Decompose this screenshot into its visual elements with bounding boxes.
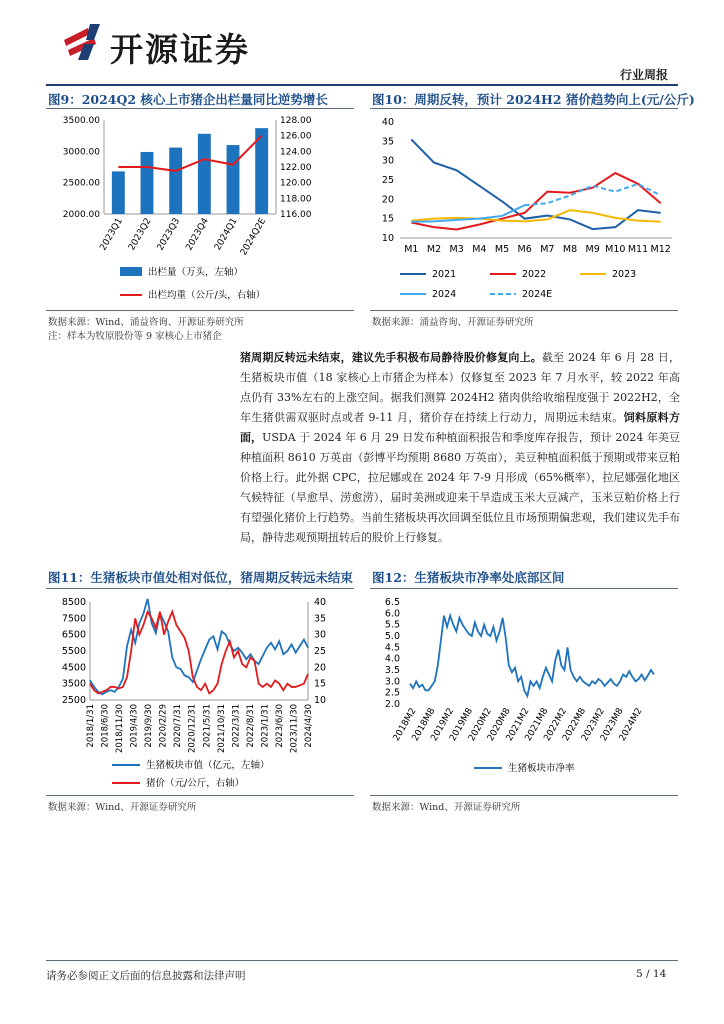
fig11-title-rule (46, 588, 354, 589)
fig11-x-tick: 2023/6/30 (274, 704, 285, 748)
fig9-right-tick: 124.00 (280, 147, 312, 158)
fig11-left-tick: 3500 (61, 678, 86, 690)
fig10-x-tick: M4 (472, 244, 487, 255)
fig10-x-tick: M7 (540, 244, 555, 255)
fig12-y-tick: 2.5 (384, 687, 400, 699)
fig9-right-tick: 126.00 (280, 131, 312, 142)
fig12-x-tick: 2020M8 (485, 706, 513, 744)
fig11-x-tick: 2022/3/31 (231, 704, 242, 748)
fig10-x-tick: M11 (627, 244, 649, 255)
fig11-x-tick: 2018/11/30 (115, 704, 126, 753)
fig10-title-rule (370, 108, 678, 109)
report-type: 行业周报 (619, 68, 668, 82)
fig11-chart (46, 590, 356, 794)
fig9-left-tick: 3000.00 (62, 147, 100, 158)
body-lead2: 饲料原料方面， (240, 411, 680, 444)
fig9-source: 数据来源：Wind、涌益咨询、开源证券研究所 (48, 317, 244, 328)
fig10-legend-label-2024: 2024 (432, 289, 457, 300)
fig9-right-tick: 122.00 (280, 163, 312, 173)
fig9-right-tick: 128.00 (280, 116, 312, 126)
fig11-left-tick: 2500 (61, 695, 86, 706)
fig12-x-tick: 2019M2 (429, 706, 457, 744)
fig10-x-tick: M2 (426, 244, 442, 255)
fig11-x-tick: 2021/5/31 (202, 704, 213, 748)
fig12-legend-label: 生猪板块市净率 (508, 763, 575, 774)
fig12-chart (370, 590, 680, 794)
fig10-y-tick: 20 (381, 194, 394, 206)
fig12-y-tick: 4.5 (384, 642, 400, 654)
fig10-y-tick: 30 (381, 155, 394, 167)
fig12-x-tick: 2022M2 (542, 706, 570, 744)
fig9-right-tick: 120.00 (280, 178, 312, 189)
fig10-legend-label-2022: 2022 (522, 269, 547, 280)
fig10-title: 图10：周期反转，预计 2024H2 猪价趋势向上(元/公斤) (372, 92, 695, 107)
fig12-y-tick: 3.0 (384, 676, 400, 688)
fig10-legend-label-2023: 2023 (612, 269, 637, 280)
fig9-left-tick: 2000.00 (62, 210, 100, 220)
fig11-x-tick: 2020/2/29 (158, 704, 169, 748)
fig11-x-tick: 2022/8/31 (245, 704, 256, 748)
fig9-chart (46, 110, 356, 310)
fig12-x-tick: 2024M2 (617, 706, 645, 744)
fig12-y-tick: 2.0 (384, 699, 400, 710)
body-paragraph (240, 348, 680, 548)
footer-disclaimer: 请务必参阅正文后面的信息披露和法律声明 (46, 970, 246, 982)
fig9-title-rule (46, 108, 354, 109)
fig12-y-tick: 4.0 (384, 653, 400, 665)
fig9-x-tick: 2024Q1 (213, 216, 240, 253)
fig9-bar (112, 171, 125, 214)
fig11-left-tick: 6500 (61, 629, 86, 641)
fig12-x-tick: 2021M8 (523, 706, 551, 744)
fig9-x-tick: 2023Q2 (127, 216, 154, 253)
fig9-bar (227, 145, 240, 214)
fig11-right-tick: 10 (314, 695, 327, 706)
fig9-x-tick: 2023Q4 (184, 216, 211, 253)
fig9-bottom-rule (46, 310, 354, 311)
fig11-legend-label-mktcap: 生猪板块市值（亿元，左轴） (146, 760, 270, 771)
fig10-x-tick: M8 (562, 244, 578, 255)
fig11-x-tick: 2020/12/31 (187, 704, 198, 753)
fig10-x-tick: M10 (605, 244, 626, 255)
body-lead: 猪周期反转远未结束，建议先手积极布局静待股价修复向上。 (240, 351, 542, 364)
fig11-legend-label-price: 猪价（元/公斤，右轴） (146, 778, 245, 789)
brand-logo-icon (60, 20, 106, 62)
fig9-bar (169, 148, 182, 214)
fig12-bottom-rule (370, 795, 678, 796)
header-rule (46, 84, 678, 86)
fig11-left-tick: 7500 (61, 613, 86, 625)
fig10-legend-label-2021: 2021 (432, 269, 457, 280)
fig10-x-tick: M12 (650, 244, 671, 255)
fig12-x-tick: 2023M8 (598, 706, 626, 744)
fig11-left-tick: 5500 (61, 646, 86, 657)
fig10-x-tick: M1 (404, 244, 419, 255)
fig9-x-tick: 2024Q2E (238, 216, 269, 258)
fig11-x-tick: 2020/7/31 (173, 704, 184, 748)
fig12-y-tick: 6.0 (384, 608, 400, 620)
fig12-x-tick: 2020M2 (467, 706, 494, 744)
fig12-x-tick: 2021M2 (504, 706, 532, 744)
fig9-bar (198, 134, 211, 214)
fig12-x-tick: 2019M8 (448, 706, 476, 744)
fig10-legend-label-2024E: 2024E (522, 289, 553, 300)
fig9-title: 图9：2024Q2 核心上市猪企出栏量同比逆势增长 (48, 92, 328, 107)
body-p2: USDA 于 2024 年 6 月 29 日发布种植面积报告和季度库存报告，预计 2024 年美豆种植面积 8610 万英亩（彭博平均预期 8680 万英亩），美豆种植面积低于预期或带来豆粕价格上行。此外据 CPC，拉尼娜或在 2024 年 7-9 月形成（65%概率），拉尼娜强化地区气候特征（旱愈旱、涝愈涝），届时美洲或迎来干旱造成玉米大豆减产，玉米豆粕价格上行有望强化猪价上行趋势。当前生猪板块再次回调至低位且市场预期偏悲观，我们建议先手布局，静待悲观预期扭转后的股价上行修复。 (240, 431, 680, 544)
fig9-x-tick: 2023Q1 (98, 216, 125, 253)
fig11-series-right (90, 612, 308, 694)
fig12-title-rule (370, 588, 678, 589)
fig11-x-tick: 2018/6/30 (100, 704, 111, 748)
fig11-bottom-rule (46, 795, 354, 796)
fig10-y-tick: 10 (381, 233, 394, 244)
fig9-legend-bar-label: 出栏量（万头，左轴） (148, 267, 244, 278)
body-p1: 截至 2024 年 6 月 28 日，生猪板块市值（18 家核心上市猪企为样本）仅修复至 2023 年 7 月水平，较 2022 年高点仍有 33%左右的上涨空间。据我们测算 2024H2 猪肉供给收缩程度强于 2022H2，全年生猪供需双驱时点或者 9-11 月，猪价存在持续上行动力，周期远未结束。 (240, 351, 680, 424)
fig11-left-tick: 8500 (61, 597, 86, 608)
fig11-x-tick: 2018/1/31 (86, 704, 96, 748)
fig12-x-tick: 2018M2 (391, 706, 419, 744)
brand-name: 开源证券 (110, 30, 250, 69)
fig10-y-tick: 35 (381, 136, 394, 148)
fig11-right-tick: 30 (314, 629, 327, 641)
fig9-left-tick: 3500.00 (62, 116, 100, 126)
fig10-x-tick: M6 (517, 244, 532, 255)
fig9-note: 注：样本为牧原股份等 9 家核心上市猪企 (48, 331, 222, 342)
fig11-right-tick: 35 (314, 613, 327, 625)
fig12-title: 图12：生猪板块市净率处底部区间 (372, 570, 565, 585)
fig11-x-tick: 2019/9/30 (144, 704, 155, 748)
fig11-right-tick: 20 (314, 662, 327, 674)
fig12-y-tick: 3.5 (384, 665, 400, 676)
fig12-x-tick: 2022M8 (561, 706, 589, 744)
fig12-y-tick: 6.5 (384, 597, 400, 608)
fig12-x-tick: 2018M8 (410, 706, 438, 744)
fig10-y-tick: 40 (381, 117, 394, 128)
fig9-x-tick: 2023Q3 (155, 216, 183, 253)
fig9-legend-bar-swatch (120, 267, 142, 276)
fig11-title: 图11：生猪板块市值处相对低位，猪周期反转远未结束 (48, 570, 353, 585)
fig10-x-tick: M9 (585, 244, 600, 255)
fig12-y-tick: 5.0 (384, 631, 400, 642)
fig11-right-tick: 25 (314, 646, 327, 657)
fig11-x-tick: 2024/4/30 (304, 704, 314, 748)
fig11-source: 数据来源：Wind、开源证券研究所 (48, 802, 197, 813)
fig11-left-tick: 4500 (61, 662, 86, 674)
fig12-y-tick: 5.5 (384, 619, 400, 631)
fig9-left-tick: 2500.00 (62, 178, 100, 189)
fig10-chart (370, 110, 680, 310)
fig12-x-tick: 2023M2 (580, 706, 607, 744)
fig12-source: 数据来源：Wind、开源证券研究所 (372, 802, 521, 813)
fig10-y-tick: 25 (381, 175, 394, 186)
fig11-right-tick: 15 (314, 678, 327, 690)
fig11-x-tick: 2019/4/30 (129, 704, 140, 748)
fig11-x-tick: 2023/11/30 (289, 704, 300, 753)
fig10-x-tick: M5 (494, 244, 510, 255)
page-number: 5 / 14 (636, 968, 667, 980)
fig9-right-tick: 118.00 (280, 194, 312, 205)
fig10-source: 数据来源：涌益咨询、开源证券研究所 (372, 317, 534, 328)
fig12-series-pb (410, 616, 654, 696)
fig9-legend-line-label: 出栏均重（公斤/头，右轴） (148, 290, 266, 301)
fig10-x-tick: M3 (449, 244, 464, 255)
fig9-line-weight (118, 136, 261, 171)
fig10-bottom-rule (370, 310, 678, 311)
fig9-right-tick: 116.00 (280, 210, 312, 220)
fig11-x-tick: 2021/10/31 (216, 704, 227, 753)
fig10-y-tick: 15 (381, 213, 394, 225)
fig11-right-tick: 40 (314, 597, 327, 608)
fig11-x-tick: 2023/1/31 (260, 704, 271, 748)
footer-rule (46, 960, 678, 961)
fig10-series-2021 (411, 139, 660, 229)
fig9-bar (141, 152, 154, 214)
